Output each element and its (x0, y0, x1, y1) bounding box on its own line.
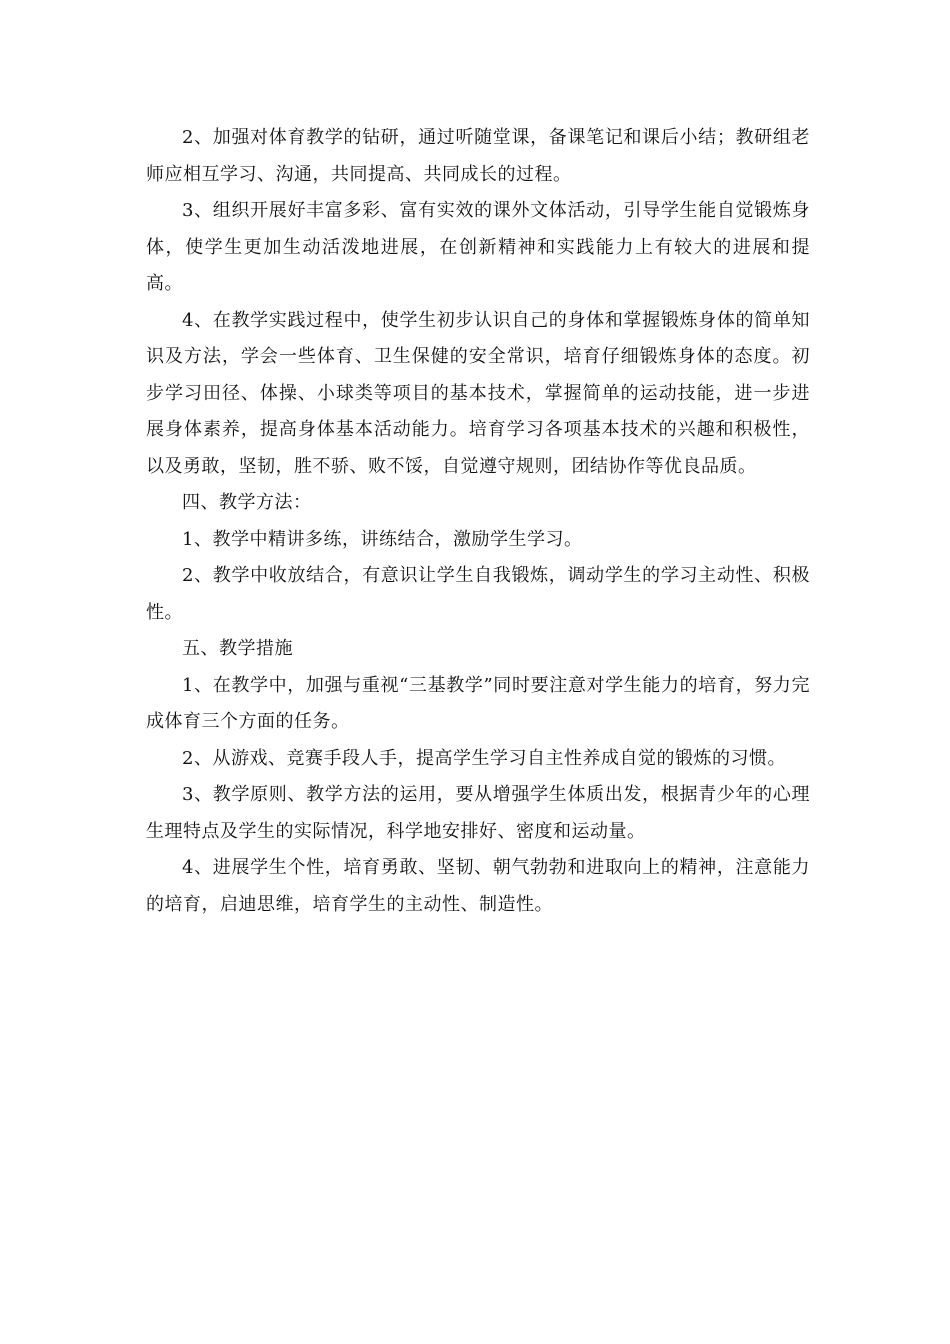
paragraph-method-1: 1、教学中精讲多练，讲练结合，激励学生学习。 (182, 528, 583, 550)
paragraph-extracurricular-activities: 3、组织开展好丰富多彩、富有实效的课外文体活动，引导学生能自觉锻炼身体，使学生更加生动活泼地进展，在创新精神和实践能力上有较大的进展和提高。 (146, 200, 810, 294)
section-heading-teaching-methods: 四、教学方法： (182, 492, 312, 513)
paragraph-teaching-practice: 4、在教学实践过程中，使学生初步认识自己的身体和掌握锻炼身体的简单知识及方法，学会一些体育、卫生保健的安全常识，培育仔细锻炼身体的态度。初步学习田径、体操、小球类等项目的基本技术，掌握简单的运动技能，进一步进展身体素养，提高身体基本活动能力。培育学习各项基本技术的兴趣和积极性，以及勇敢，坚韧，胜不骄、败不馁，自觉遵守规则，团结协作等优良品质。 (146, 309, 810, 477)
paragraph-measure-4: 4、进展学生个性，培育勇敢、坚韧、朝气勃勃和进取向上的精神，注意能力的培育，启迪思维，培育学生的主动性、制造性。 (146, 857, 810, 915)
paragraph-measure-3: 3、教学原则、教学方法的运用，要从增强学生体质出发，根据青少年的心理生理特点及学生的实际情况，科学地安排好、密度和运动量。 (146, 784, 810, 842)
paragraph-measure-1: 1、在教学中，加强与重视“三基教学”同时要注意对学生能力的培育，努力完成体育三个方面的任务。 (146, 674, 810, 732)
document-body (146, 120, 810, 923)
paragraph-teaching-research: 2、加强对体育教学的钻研，通过听随堂课，备课笔记和课后小结；教研组老师应相互学习、沟通，共同提高、共同成长的过程。 (146, 127, 810, 185)
paragraph-measure-2: 2、从游戏、竞赛手段人手，提高学生学习自主性养成自觉的锻炼的习惯。 (182, 747, 786, 769)
paragraph-method-2: 2、教学中收放结合，有意识让学生自我锻炼，调动学生的学习主动性、积极性。 (146, 565, 810, 623)
section-heading-teaching-measures: 五、教学措施 (182, 638, 293, 659)
